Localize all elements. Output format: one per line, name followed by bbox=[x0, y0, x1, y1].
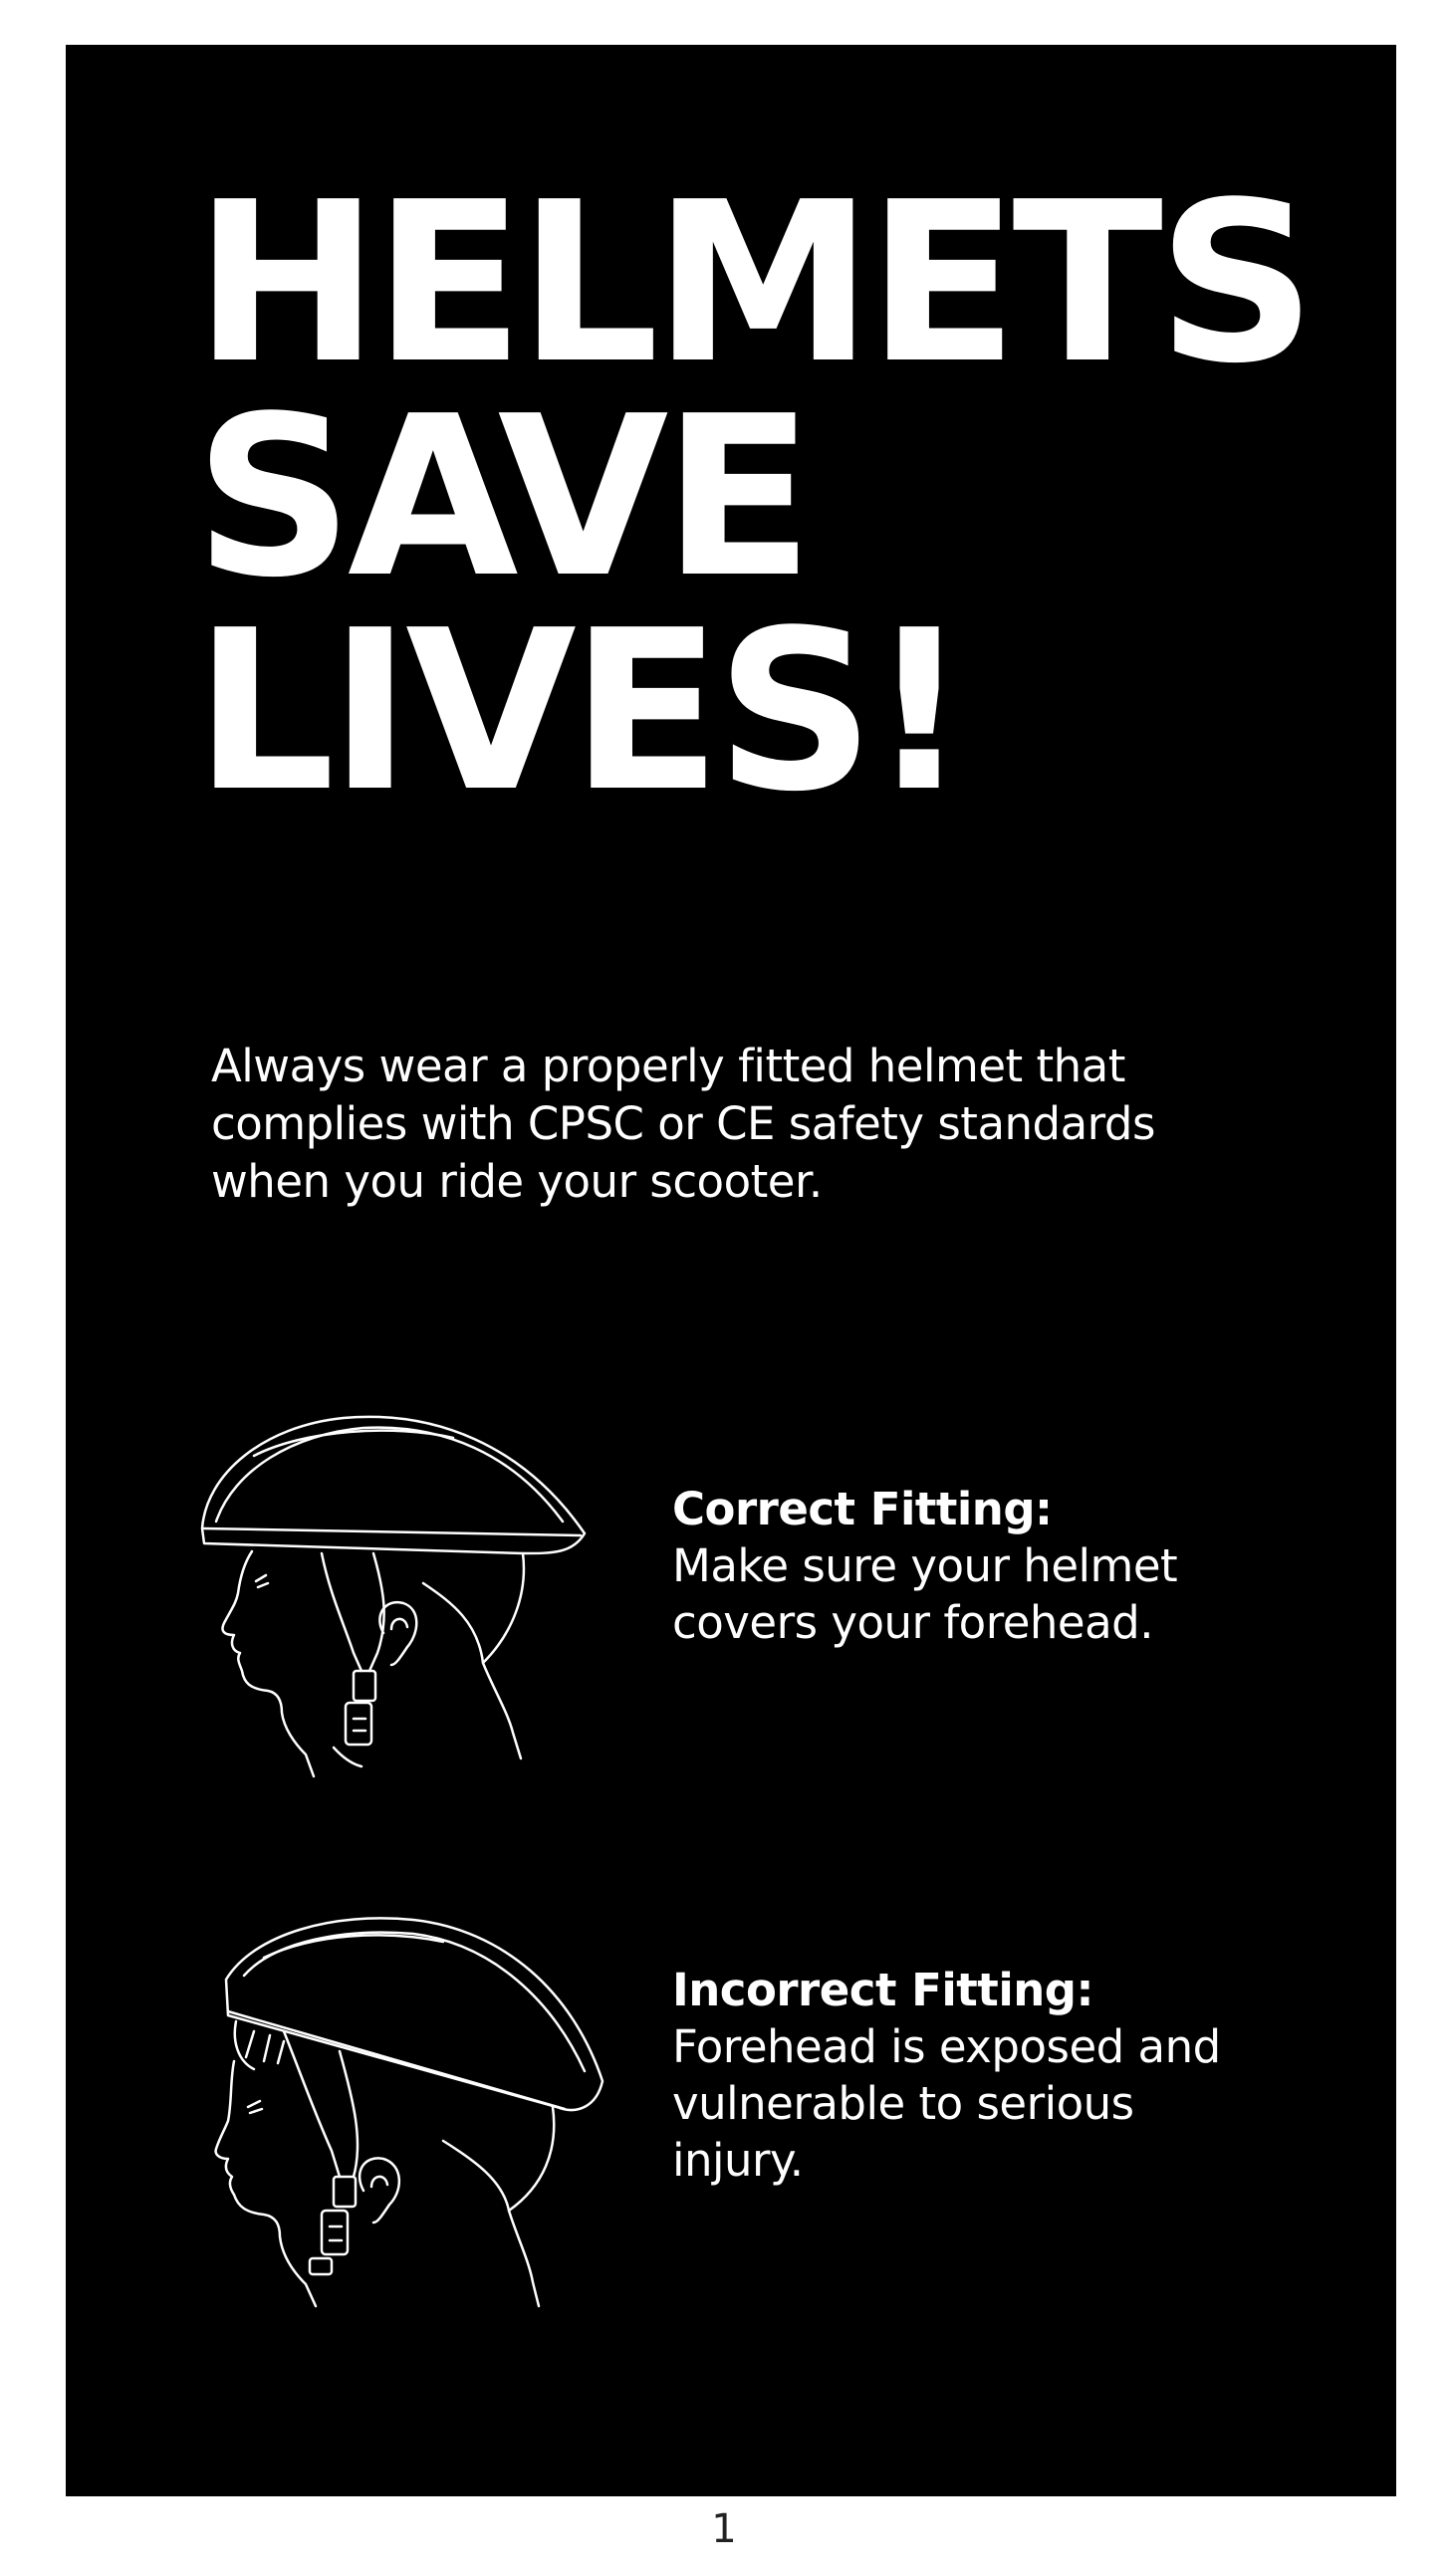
incorrect-fitting-text: Forehead is exposed and vulnerable to serious injury. bbox=[672, 2020, 1221, 2187]
headline-line-2: SAVE bbox=[194, 369, 809, 626]
headline-line-3: LIVES! bbox=[194, 584, 964, 840]
headline-line-1: HELMETS bbox=[194, 155, 1311, 412]
incorrect-fitting-block bbox=[672, 1962, 1270, 2189]
page-number: 1 bbox=[711, 2506, 737, 2552]
helmet-incorrect-fit-icon bbox=[214, 1912, 612, 2350]
incorrect-fitting-title: Incorrect Fitting: bbox=[672, 1964, 1093, 2016]
correct-fitting-block bbox=[672, 1481, 1270, 1651]
helmet-correct-fit-icon bbox=[194, 1404, 612, 1822]
headline bbox=[194, 155, 1311, 840]
intro-text: Always wear a properly fitted helmet that complies with CPSC or CE safety standards when you ride your scooter. bbox=[211, 1040, 1155, 1208]
correct-fitting-text: Make sure your helmet covers your forehead. bbox=[672, 1539, 1178, 1649]
correct-fitting-title: Correct Fitting: bbox=[672, 1483, 1053, 1535]
